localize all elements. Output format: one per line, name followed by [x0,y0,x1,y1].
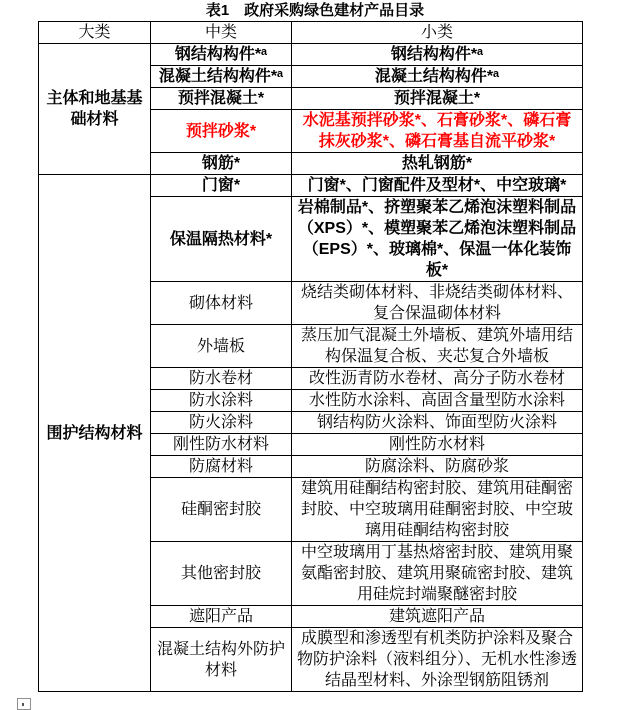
sub-category-cell: 防腐涂料、防腐砂浆 [292,456,583,478]
sub-category-cell: 热轧钢筋* [292,153,583,175]
sub-category-cell: 钢结构构件*ᵃ [292,44,583,66]
sub-category-cell: 建筑遮阳产品 [292,606,583,628]
mid-category-cell: 硅酮密封胶 [151,478,292,542]
mid-category-cell: 混凝土结构外防护材料 [151,628,292,692]
mid-category-cell: 混凝土结构构件*ᵃ [151,66,292,88]
mid-category-cell: 砌体材料 [151,282,292,325]
mid-category-cell: 其他密封胶 [151,542,292,606]
mid-category-cell: 外墙板 [151,325,292,368]
mid-category-cell: 钢结构构件*ᵃ [151,44,292,66]
col-header-sub-category: 小类 [292,22,583,44]
header-row [39,22,583,44]
col-header-major-category: 大类 [39,22,151,44]
sub-category-cell: 混凝土结构构件*ᵃ [292,66,583,88]
sub-category-cell: 钢结构防火涂料、饰面型防火涂料 [292,412,583,434]
table-row [39,175,583,197]
sub-category-cell: 中空玻璃用丁基热熔密封胶、建筑用聚氨酯密封胶、建筑用聚硫密封胶、建筑用硅烷封端聚醚密封胶 [292,542,583,606]
sub-category-cell: 水泥基预拌砂浆*、石膏砂浆*、磷石膏抹灰砂浆*、磷石膏基自流平砂浆* [292,110,583,153]
sub-category-cell: 蒸压加气混凝土外墙板、建筑外墙用结构保温复合板、夹芯复合外墙板 [292,325,583,368]
table-row [39,44,583,66]
sub-category-cell: 刚性防水材料 [292,434,583,456]
sub-category-cell: 水性防水涂料、高固含量型防水涂料 [292,390,583,412]
major-category-cell: 围护结构材料 [39,175,151,692]
sub-category-cell: 预拌混凝土* [292,88,583,110]
col-header-mid-category: 中类 [151,22,292,44]
mid-category-cell: 防火涂料 [151,412,292,434]
mid-category-cell: 防水涂料 [151,390,292,412]
sub-category-cell: 改性沥青防水卷材、高分子防水卷材 [292,368,583,390]
table-title: 表1 政府采购绿色建材产品目录 [205,2,425,19]
cutoff-anchor-marker [17,698,31,710]
sub-category-cell: 烧结类砌体材料、非烧结类砌体材料、复合保温砌体材料 [292,282,583,325]
mid-category-cell: 保温隔热材料* [151,197,292,282]
mid-category-cell: 防水卷材 [151,368,292,390]
sub-category-cell: 岩棉制品*、挤塑聚苯乙烯泡沫塑料制品（XPS）*、模塑聚苯乙烯泡沫塑料制品（EPS）*、玻璃棉*、保温一体化装饰板* [292,197,583,282]
green-materials-catalog-table [38,21,583,692]
major-category-cell: 主体和地基基础材料 [39,44,151,175]
sub-category-cell: 门窗*、门窗配件及型材*、中空玻璃* [292,175,583,197]
mid-category-cell: 预拌砂浆* [151,110,292,153]
mid-category-cell: 遮阳产品 [151,606,292,628]
mid-category-cell: 刚性防水材料 [151,434,292,456]
mid-category-cell: 门窗* [151,175,292,197]
mid-category-cell: 钢筋* [151,153,292,175]
mid-category-cell: 防腐材料 [151,456,292,478]
sub-category-cell: 建筑用硅酮结构密封胶、建筑用硅酮密封胶、中空玻璃用硅酮密封胶、中空玻璃用硅酮结构密封胶 [292,478,583,542]
sub-category-cell: 成膜型和渗透型有机类防护涂料及聚合物防护涂料（液料组分）、无机水性渗透结晶型材料、外涂型钢筋阻锈剂 [292,628,583,692]
mid-category-cell: 预拌混凝土* [151,88,292,110]
